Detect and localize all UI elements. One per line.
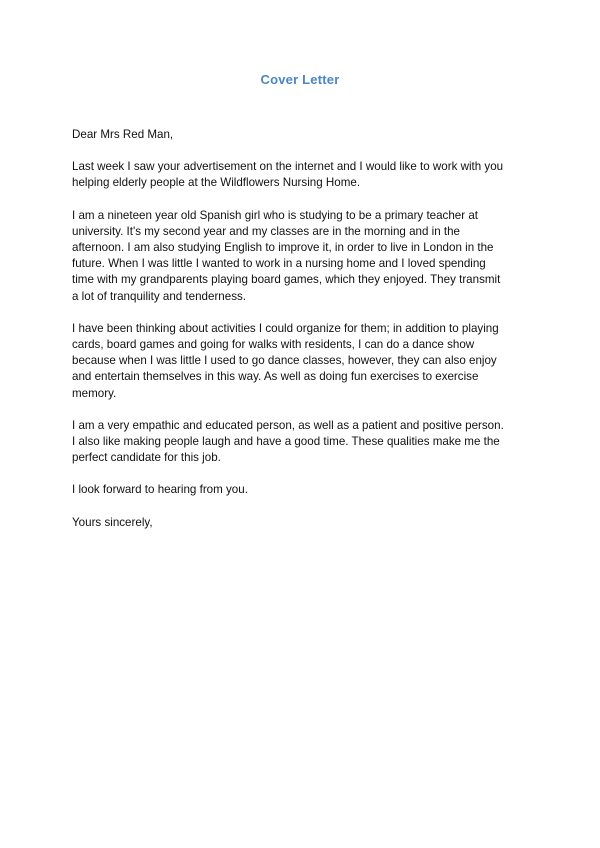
- paragraph-1: Last week I saw your advertisement on the internet and I would like to work with you helping elderly people at the Wildflowers Nursing Home.: [72, 160, 504, 190]
- salutation: Dear Mrs Red Man,: [72, 128, 174, 141]
- letter-body: [72, 127, 532, 547]
- paragraph-2: I am a nineteen year old Spanish girl who is studying to be a primary teacher at university. It's my second year and my classes are in the morning and in the afternoon. I am also studying English to improve it, in order to live in London in the future. When I was little I wanted to work in a nursing home and I loved spending time with my grandparents playing board games, which they enjoyed. They transmit a lot of tranquility and tenderness.: [72, 208, 501, 303]
- paragraph-3: I have been thinking about activities I could organize for them; in addition to playing cards, board games and going for walks with residents, I can do a dance show because when I was little I used to go dance classes, however, they can also enjoy and entertain themselves in this way. As well as doing fun exercises to exercise memory.: [72, 321, 499, 400]
- paragraph-4: I am a very empathic and educated person, as well as a patient and positive person. I also like making people laugh and have a good time. These qualities make me the perfect candidate for this job.: [72, 418, 504, 465]
- document-title: Cover Letter: [260, 72, 340, 87]
- paragraph-5: I look forward to hearing from you.: [72, 483, 248, 497]
- closing: Yours sincerely,: [72, 515, 153, 529]
